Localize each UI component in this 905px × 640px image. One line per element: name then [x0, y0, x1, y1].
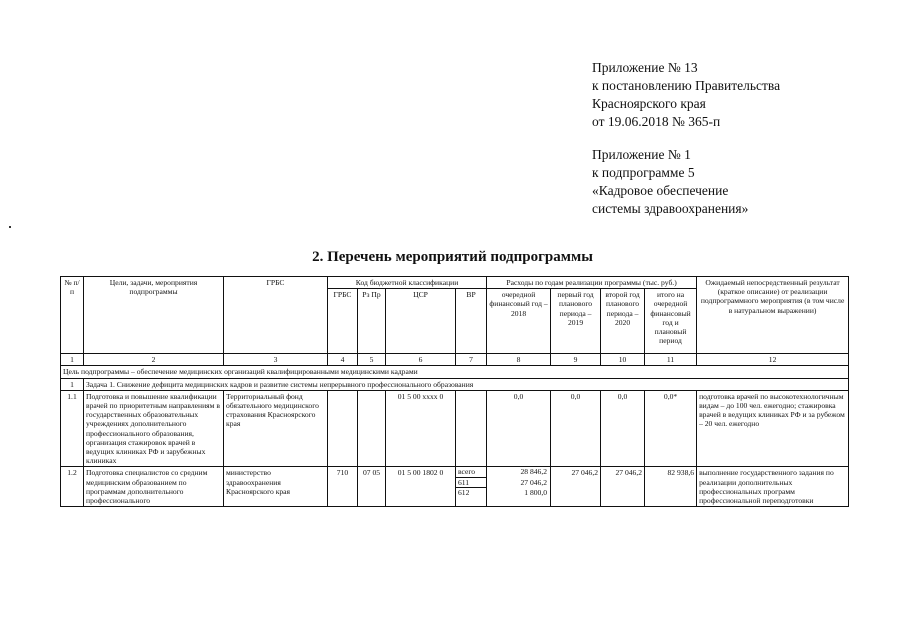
table-row: [61, 390, 849, 467]
column-numbers-row: [61, 354, 849, 366]
row-2020: 27 046,2: [601, 467, 645, 507]
row-total: 0,0*: [645, 390, 697, 467]
vr-value: 612: [458, 487, 470, 497]
appendix-line: Красноярского края: [592, 96, 706, 111]
col-goals-header: Цели, задачи, мероприятия подпрограммы: [84, 277, 224, 354]
row-num: 1.1: [61, 390, 84, 467]
column-number: 7: [456, 354, 487, 366]
column-number: 1: [61, 354, 84, 366]
row-2019: 27 046,2: [551, 467, 601, 507]
scan-speck: [9, 226, 11, 228]
appendix-line: «Кадровое обеспечение: [592, 183, 729, 198]
col-num-header: № п/п: [61, 277, 84, 354]
measure-name: Подготовка и повышение квалификации врачей по приоритетным направлениям в государственных образовательных учреждениях дополнительного профессионального образования, организация стажировок врачей в ведущих клиниках РФ и зарубежных клиниках: [84, 390, 224, 467]
table-row: [61, 467, 849, 507]
measures-table: [60, 276, 849, 507]
column-number: 8: [487, 354, 551, 366]
vr-value: всего: [456, 467, 486, 477]
column-number: 5: [358, 354, 386, 366]
appendix-13-header: [592, 59, 780, 131]
expenses-header: Расходы по годам реализации программы (тыс. руб.): [487, 277, 697, 289]
row-2019: 0,0: [551, 390, 601, 467]
column-number: 2: [84, 354, 224, 366]
task-num: 1: [61, 378, 84, 390]
row-grbs: Территориальный фонд обязательного медицинского страхования Красноярского края: [224, 390, 328, 467]
page-title: 2. Перечень мероприятий подпрограммы: [312, 249, 593, 265]
row-csr: 01 5 00 1802 0: [386, 467, 456, 507]
budget-code-header: Код бюджетной классификации: [328, 277, 487, 289]
row-csr: 01 5 00 хххх 0: [386, 390, 456, 467]
row-code-grbs: [328, 390, 358, 467]
task-row: [61, 378, 849, 390]
budget-grbs-header: ГРБС: [328, 289, 358, 354]
column-number: 6: [386, 354, 456, 366]
row-2020: 0,0: [601, 390, 645, 467]
column-number: 4: [328, 354, 358, 366]
row-2018: 0,0: [487, 390, 551, 467]
row-result: подготовка врачей по высокотехнологичным видам – до 100 чел. ежегодно; стажировка врачей в ведущих клиниках РФ и за рубежом – 20 чел. ежегодно: [697, 390, 849, 467]
expected-result-header: Ожидаемый непосредственный результат (краткое описание) от реализации подпрограммного мероприятия (в том числе в натуральном выражении): [697, 277, 849, 354]
year-2020-header: второй год планового периода – 2020: [601, 289, 645, 354]
row-num: 1.2: [61, 467, 84, 507]
amount-2018: 28 846,2: [520, 467, 548, 477]
measure-name: Подготовка специалистов со средним медицинским образованием по программам дополнительного профессионального: [84, 467, 224, 507]
row-2018-cell: [487, 467, 551, 507]
goal-row: [61, 366, 849, 378]
row-result: выполнение государственного задания по реализации дополнительных профессиональных программ профессиональной переподготовки: [697, 467, 849, 507]
row-rzpr: [358, 390, 386, 467]
appendix-line: к постановлению Правительства: [592, 78, 781, 93]
rzpr-header: Рз Пр: [358, 289, 386, 354]
year-2019-header: первый год планового периода – 2019: [551, 289, 601, 354]
header-row-1: [61, 277, 849, 289]
column-number: 3: [224, 354, 328, 366]
row-vr: [456, 390, 487, 467]
appendix-line: Приложение № 13: [592, 60, 698, 75]
vr-header: ВР: [456, 289, 487, 354]
total-header: итого на очередной финансовый год и плановый период: [645, 289, 697, 354]
row-total: 82 938,6: [645, 467, 697, 507]
row-vr-cell: [456, 467, 487, 507]
row-rzpr: 07 05: [358, 467, 386, 507]
row-grbs: министерство здравоохранения Красноярского края: [224, 467, 328, 507]
column-number: 9: [551, 354, 601, 366]
appendix-line: Приложение № 1: [592, 147, 691, 162]
appendix-line: к подпрограмме 5: [592, 165, 695, 180]
col-grbs-header: ГРБС: [224, 277, 328, 354]
goal-text: Цель подпрограммы – обеспечение медицинских организаций квалифицированными медицинскими кадрами: [61, 366, 849, 378]
appendix-line: от 19.06.2018 № 365-п: [592, 114, 721, 129]
amount-2018: 1 800,0: [524, 487, 548, 497]
year-2018-header: очередной финансовый год – 2018: [487, 289, 551, 354]
row-code-grbs: 710: [328, 467, 358, 507]
task-text: Задача 1. Снижение дефицита медицинских кадров и развитие системы непрерывного профессионального образования: [84, 378, 849, 390]
column-number: 11: [645, 354, 697, 366]
amount-2018: 27 046,2: [520, 477, 548, 487]
csr-header: ЦСР: [386, 289, 456, 354]
column-number: 12: [697, 354, 849, 366]
column-number: 10: [601, 354, 645, 366]
vr-value: 611: [456, 478, 486, 488]
appendix-line: системы здравоохранения»: [592, 201, 749, 216]
appendix-1-header: [592, 146, 748, 218]
